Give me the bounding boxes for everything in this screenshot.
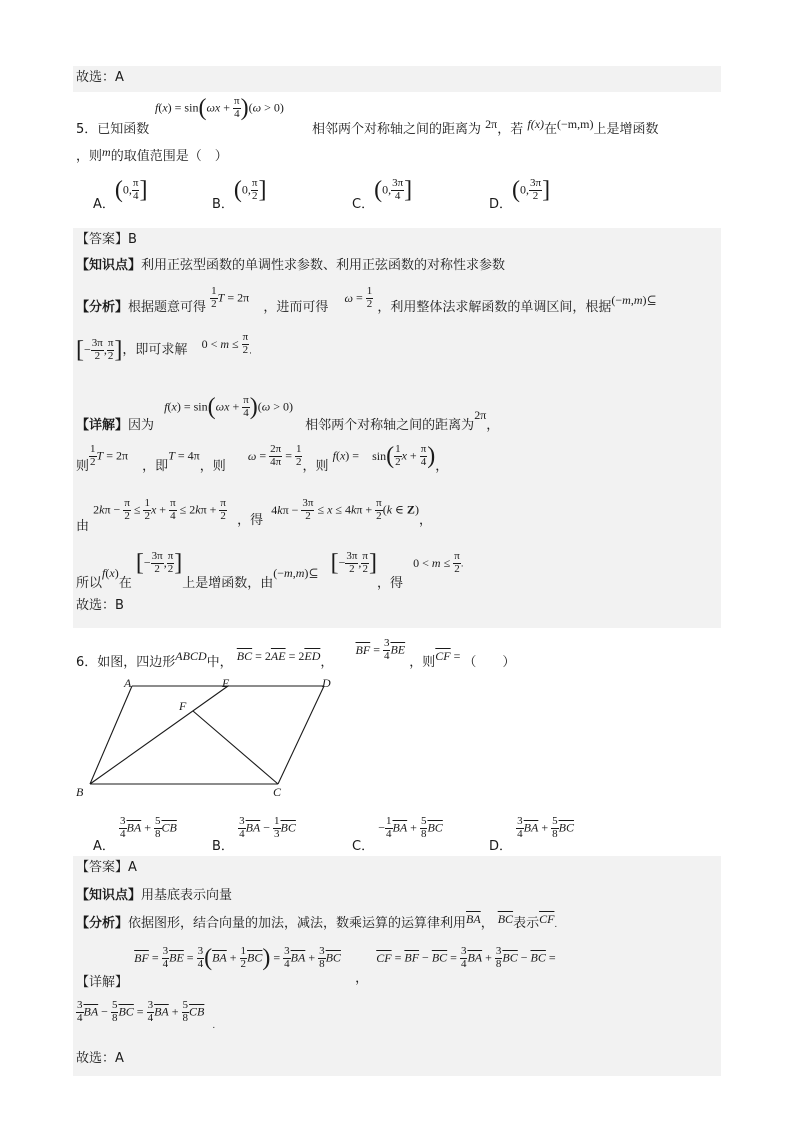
q5-option-b[interactable]: B．(0, $\frac{\pi}{2}$ ] — [212, 177, 267, 212]
q5-detail-line1: 【详解】因为 f(x) = sin(ωx + $\frac{\pi}{4}$ )(ω > 0) 相邻两个对称轴之间的距离为2π， — [76, 394, 500, 433]
q6-option-d[interactable]: D． $\frac{3}{4}$ $\overline{BA}$ + $\frac{5}{8}$ $\overline{BC}$ — [489, 815, 574, 854]
label-a: A — [124, 676, 132, 690]
q5-detail-line3: 由 2kπ − $\frac{\pi}{2}$ ≤ $\frac{1}{2}$ x + $\frac{\pi}{4}$ ≤ 2kπ + $\frac{\pi}{2}$ ，得 4kπ − $\frac{3\pi}{2}$ ≤ x ≤ 4kπ + $\frac{\pi}{2}$ (k ∈ Z)， — [76, 497, 432, 534]
q6-detail-line1: 【详解】 $\overline{BF}$ = $\frac{3}{4}$ $\overline{BE}$ = $\frac{3}{4}$ ($\overline{BA}$ + $\frac{1}{2}$ $\overline{BC}$) = $\frac{3}{4}$ $\overline{BA}$ + $\frac{3}{8}$ $\overline{BC}$ ， $\overline{CF} = \overline{BF} - \overline{BC}$ = $\frac{3}{4}$ $\overline{BA}$ + $\frac{3}{8}$ $\overline{BC} - \overline{BC}$ = — [76, 945, 556, 990]
q5-stem-line2: ，则m的取值范围是（ ） — [76, 145, 228, 164]
q5-option-c[interactable]: C．(0, $\frac{3\pi}{4}$ ] — [352, 177, 413, 212]
q4-choice: 故选：A — [76, 70, 124, 85]
q5-choice: 故选：B — [76, 598, 124, 613]
label-d: D — [322, 676, 331, 690]
q6-answer: 【答案】A — [76, 860, 137, 875]
q5-option-d[interactable]: D．(0, $\frac{3\pi}{2}$ ] — [489, 177, 551, 212]
q6-analysis: 【分析】依据图形，结合向量的加法，减法，数乘运算的运算律利用$\overline{BA}$， $\overline{BC}$表示$\overline{CF}$. — [76, 912, 558, 931]
q5-detail-line2: 则 $\frac{1}{2}$ T = 2π ，即T = 4π，则 ω = $\frac{2\pi}{4\pi}$ = $\frac{1}{2}$ ，则 f(x) = sin( $\frac{1}{2}$ x + $\frac{\pi}{4}$ )， — [76, 443, 449, 474]
label-f: F — [179, 699, 187, 713]
q5-knowledge-point: 【知识点】利用正弦型函数的单调性求参数、利用正弦函数的对称性求参数 — [76, 258, 506, 273]
q5-detail-line4: 所以f(x)在 [− $\frac{3\pi}{2}$ , $\frac{\pi}{2}$ ]上是增函数，由(−m,m)⊆ [− $\frac{3\pi}{2}$ , $\frac{\pi}{2}$ ]，得 0 < m ≤ $\frac{\pi}{2}$ . — [76, 550, 464, 591]
q5-stem: 5．已知函数 — [76, 122, 150, 137]
q5-formula-top: f(x) = sin(ωx + $\frac{\pi}{4}$ )(ω > 0) — [155, 95, 284, 122]
label-c: C — [273, 785, 282, 799]
q5-answer: 【答案】B — [76, 232, 137, 247]
q5-stem-cond: 相邻两个对称轴之间的距离为 2π，若 f(x)在(−m,m)上是增函数 — [312, 117, 659, 137]
label-b: B — [76, 785, 84, 799]
q6-option-b[interactable]: B． $\frac{3}{4}$ $\overline{BA}$ − $\frac{1}{3}$ $\overline{BC}$ — [212, 815, 296, 854]
q5-analysis-line2: [− $\frac{3\pi}{2}$ , $\frac{\pi}{2}$ ]，即可求解 0 < m ≤ $\frac{\pi}{2}$ . — [76, 331, 253, 364]
q6-stem: 6．如图，四边形ABCD中， $\overline{BC} = 2\overline{AE} = 2\overline{ED}$， $\overline{BF}$ = $\frac{3}{4}$ $\overline{BE}$ ，则$\overline{CF}$ = （ ） — [76, 637, 516, 670]
q5-option-a[interactable]: A．(0, $\frac{\pi}{4}$ ] — [93, 177, 148, 212]
q6-option-a[interactable]: A． $\frac{3}{4}$ $\overline{BA}$ + $\frac{5}{8}$ $\overline{CB}$ — [93, 815, 177, 854]
q6-detail-line2: $\frac{3}{4}$ $\overline{BA}$ − $\frac{5}{8}$ $\overline{BC}$ = $\frac{3}{4}$ $\overline{BA}$ + $\frac{5}{8}$ $\overline{CB}_.$ — [77, 999, 216, 1031]
q6-option-c[interactable]: C． − $\frac{1}{4}$ $\overline{BA}$ + $\frac{5}{8}$ $\overline{BC}$ — [352, 815, 443, 854]
label-e: E — [222, 676, 230, 690]
q6-figure — [70, 674, 340, 802]
q6-choice: 故选：A — [76, 1051, 124, 1066]
edge-dc — [278, 686, 324, 784]
band-q4-choice — [73, 66, 721, 92]
segment-fc — [193, 711, 278, 784]
q6-knowledge-point: 【知识点】用基底表示向量 — [76, 888, 233, 903]
q5-analysis: 【分析】根据题意可得 $\frac{1}{2}$ T = 2π ，进而可得 ω = $\frac{1}{2}$ ，利用整体法求解函数的单调区间，根据(−m,m)⊆ — [76, 285, 657, 315]
